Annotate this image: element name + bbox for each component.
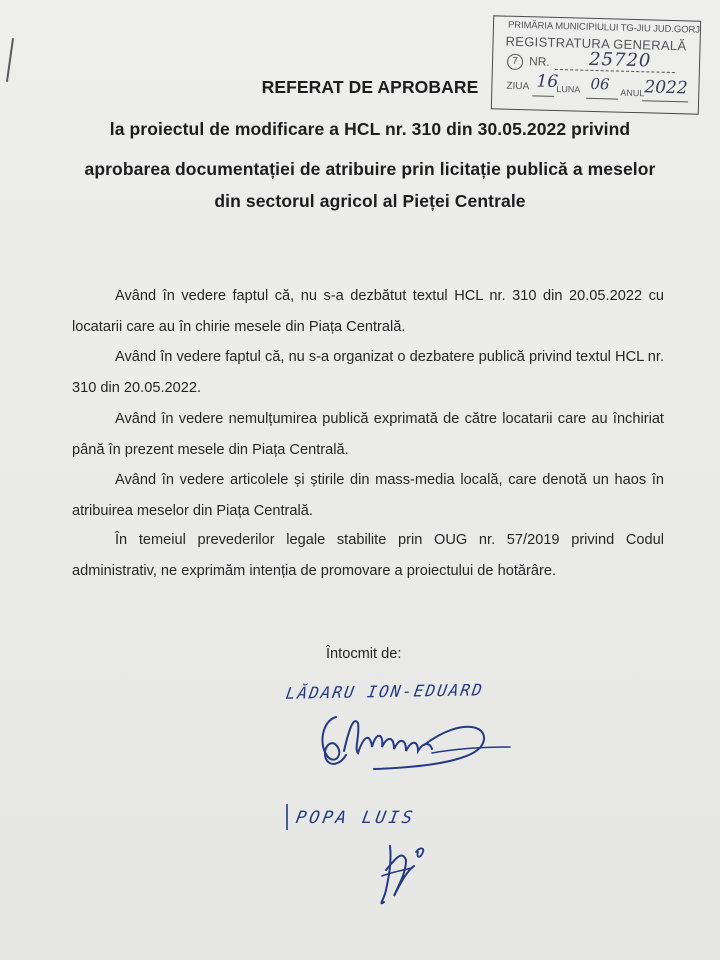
stamp-year-label: ANUL <box>620 87 645 99</box>
stamp-month-label: LUNA <box>556 83 581 95</box>
signatory-1-name: LĂDARU ION-EDUARD <box>284 680 486 703</box>
document-subtitle-line-2: aprobarea documentației de atribuire prin licitație publică a meselor <box>84 159 656 179</box>
stamp-day-value: 16 <box>536 71 559 93</box>
signatory-2-name: POPA LUIS <box>294 808 417 828</box>
paragraph-4 <box>72 465 664 527</box>
stamp-institution: PRIMĂRIA MUNICIPIULUI TG-JIU JUD.GORJ <box>507 19 701 36</box>
document-subtitle-line-1: la proiectul de modificare a HCL nr. 310 din 30.05.2022 privind <box>109 119 631 139</box>
paragraph-5 <box>72 525 664 587</box>
stamp-year-value: 2022 <box>644 77 688 99</box>
paragraph-1-text: Având în vedere faptul că, nu s-a dezbătut textul HCL nr. 310 din 20.05.2022 cu locatarii care au în chirie mesele din Piața Centrală. <box>72 288 664 335</box>
paragraph-3 <box>72 404 664 466</box>
margin-tick-mark <box>284 802 290 832</box>
paragraph-1 <box>72 281 664 343</box>
stamp-circle-number: 7 <box>507 54 523 70</box>
registry-stamp <box>491 15 701 114</box>
paragraph-4-text: Având în vedere articolele și știrile din mass-media locală, care denotă un haos în atribuirea meselor din Piața Centrală. <box>72 472 664 519</box>
document-title: REFERAT DE APROBARE <box>261 77 479 97</box>
paragraph-2-text: Având în vedere faptul că, nu s-a organizat o dezbatere publică privind textul HCL nr. 310 din 20.05.2022. <box>72 349 664 396</box>
prepared-by-label: Întocmit de: <box>326 646 402 662</box>
paragraph-5-text: În temeiul prevederilor legale stabilite prin OUG nr. 57/2019 privind Codul administrativ, ne exprimăm intenția de promovare a proiectului de hotărâre. <box>72 532 664 579</box>
stamp-department: REGISTRATURA GENERALĂ <box>505 33 687 54</box>
document-subtitle-line-3: din sectorul agricol al Pieței Centrale <box>214 191 526 211</box>
stamp-day-label: ZIUA <box>506 80 530 93</box>
stamp-month-value: 06 <box>590 74 610 94</box>
paragraph-3-text: Având în vedere nemulțumirea publică exprimată de către locatarii care au închiriat până în prezent mesele din Piața Centrală. <box>72 411 664 458</box>
signature-2 <box>372 840 442 912</box>
stamp-year-line <box>642 100 688 102</box>
signature-1 <box>314 705 514 780</box>
stamp-month-line <box>586 98 618 100</box>
paragraph-2 <box>72 342 664 404</box>
stamp-nr-value: 25720 <box>588 48 652 72</box>
stamp-nr-label: NR. <box>528 54 550 69</box>
margin-pen-mark <box>6 38 14 82</box>
